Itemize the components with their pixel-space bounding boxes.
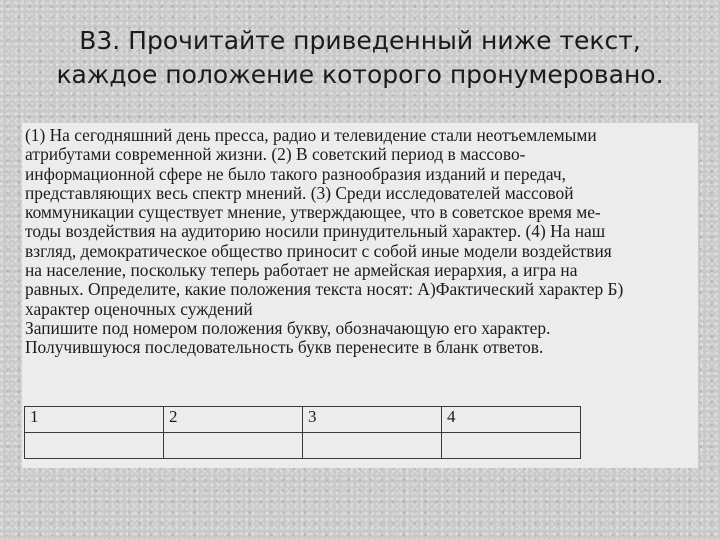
text-line: информационной сфере не было такого разнообразия изданий и передач, xyxy=(25,163,567,184)
answer-cell xyxy=(25,433,164,459)
text-line: тоды воздействия на аудиторию носили принудительный характер. (4) На наш xyxy=(25,221,606,242)
answer-cell xyxy=(442,433,581,459)
position-number-cell: 2 xyxy=(164,407,303,433)
text-line: (1) На сегодняшний день пресса, радио и телевидение стали неотъемлемыми xyxy=(25,125,597,145)
title-line-1: В3. Прочитайте приведенный ниже текст, xyxy=(79,26,641,55)
slide-title xyxy=(0,24,720,92)
position-number-cell: 3 xyxy=(303,407,442,433)
table-answer-row xyxy=(25,433,581,459)
answer-table xyxy=(24,406,581,459)
answer-cell xyxy=(303,433,442,459)
answer-cell xyxy=(164,433,303,459)
text-line: Получившуюся последовательность букв перенесите в бланк ответов. xyxy=(25,337,544,358)
text-line: характер оценочных суждений xyxy=(25,298,253,319)
text-line: на население, поскольку теперь работает не армейская иерархия, а игра на xyxy=(25,260,578,281)
text-line: представляющих весь спектр мнений. (3) Среди исследователей массовой xyxy=(25,182,574,203)
task-text-image xyxy=(22,123,698,468)
text-line: коммуникации существует мнение, утверждающее, что в советское время ме- xyxy=(25,202,601,223)
text-line: взгляд, демократическое общество приносит с собой иные модели воздействия xyxy=(25,240,612,261)
position-number-cell: 1 xyxy=(25,407,164,433)
text-line: атрибутами современной жизни. (2) В советский период в массово- xyxy=(25,144,526,165)
table-header-row xyxy=(25,407,581,433)
title-line-2: каждое положение которого пронумеровано. xyxy=(56,60,664,89)
text-line: равных. Определите, какие положения текста носят: А)Фактический характер Б) xyxy=(25,279,624,300)
position-number-cell: 4 xyxy=(442,407,581,433)
text-line: Запишите под номером положения букву, обозначающую его характер. xyxy=(25,317,551,338)
task-text xyxy=(25,126,697,358)
